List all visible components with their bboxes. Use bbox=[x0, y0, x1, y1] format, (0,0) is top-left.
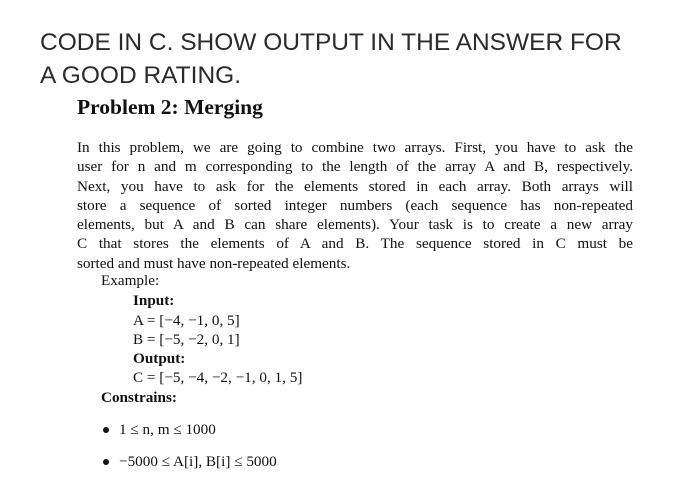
problem-description bbox=[77, 138, 633, 273]
constraint-item bbox=[103, 453, 277, 471]
input-label: Input: bbox=[133, 292, 175, 309]
constraints-label: Constrains: bbox=[101, 389, 177, 406]
example-label: Example: bbox=[101, 272, 160, 289]
output-label: Output: bbox=[133, 350, 186, 367]
header-line-1: CODE IN C. SHOW OUTPUT IN THE ANSWER FOR bbox=[40, 29, 622, 56]
description-line: C that stores the elements of A and B. The sequence stored in C must be bbox=[77, 235, 633, 253]
description-line: elements, but A and B can share elements). Your task is to create a new array bbox=[77, 216, 633, 234]
question-header bbox=[40, 26, 680, 92]
problem-title: Problem 2: Merging bbox=[77, 95, 263, 119]
constraint-text: 1 ≤ n, m ≤ 1000 bbox=[119, 421, 216, 438]
output-array-c: C = [−5, −4, −2, −1, 0, 1, 5] bbox=[133, 369, 303, 386]
constraint-text: −5000 ≤ A[i], B[i] ≤ 5000 bbox=[119, 453, 277, 470]
description-line: In this problem, we are going to combine two arrays. First, you have to ask the bbox=[77, 139, 633, 156]
input-array-a: A = [−4, −1, 0, 5] bbox=[133, 312, 240, 329]
description-line: user for n and m corresponding to the length of the array A and B, respectively. bbox=[77, 158, 633, 176]
description-line: Next, you have to ask for the elements stored in each array. Both arrays will bbox=[77, 177, 633, 195]
input-array-b: B = [−5, −2, 0, 1] bbox=[133, 331, 240, 348]
description-line: store a sequence of sorted integer numbers (each sequence has non-repeated bbox=[77, 196, 633, 214]
bullet-icon bbox=[103, 459, 109, 465]
header-line-2: A GOOD RATING. bbox=[40, 62, 242, 89]
bullet-icon bbox=[103, 427, 109, 433]
constraint-item bbox=[103, 421, 216, 439]
description-line: sorted and must have non-repeated elements. bbox=[77, 254, 351, 272]
